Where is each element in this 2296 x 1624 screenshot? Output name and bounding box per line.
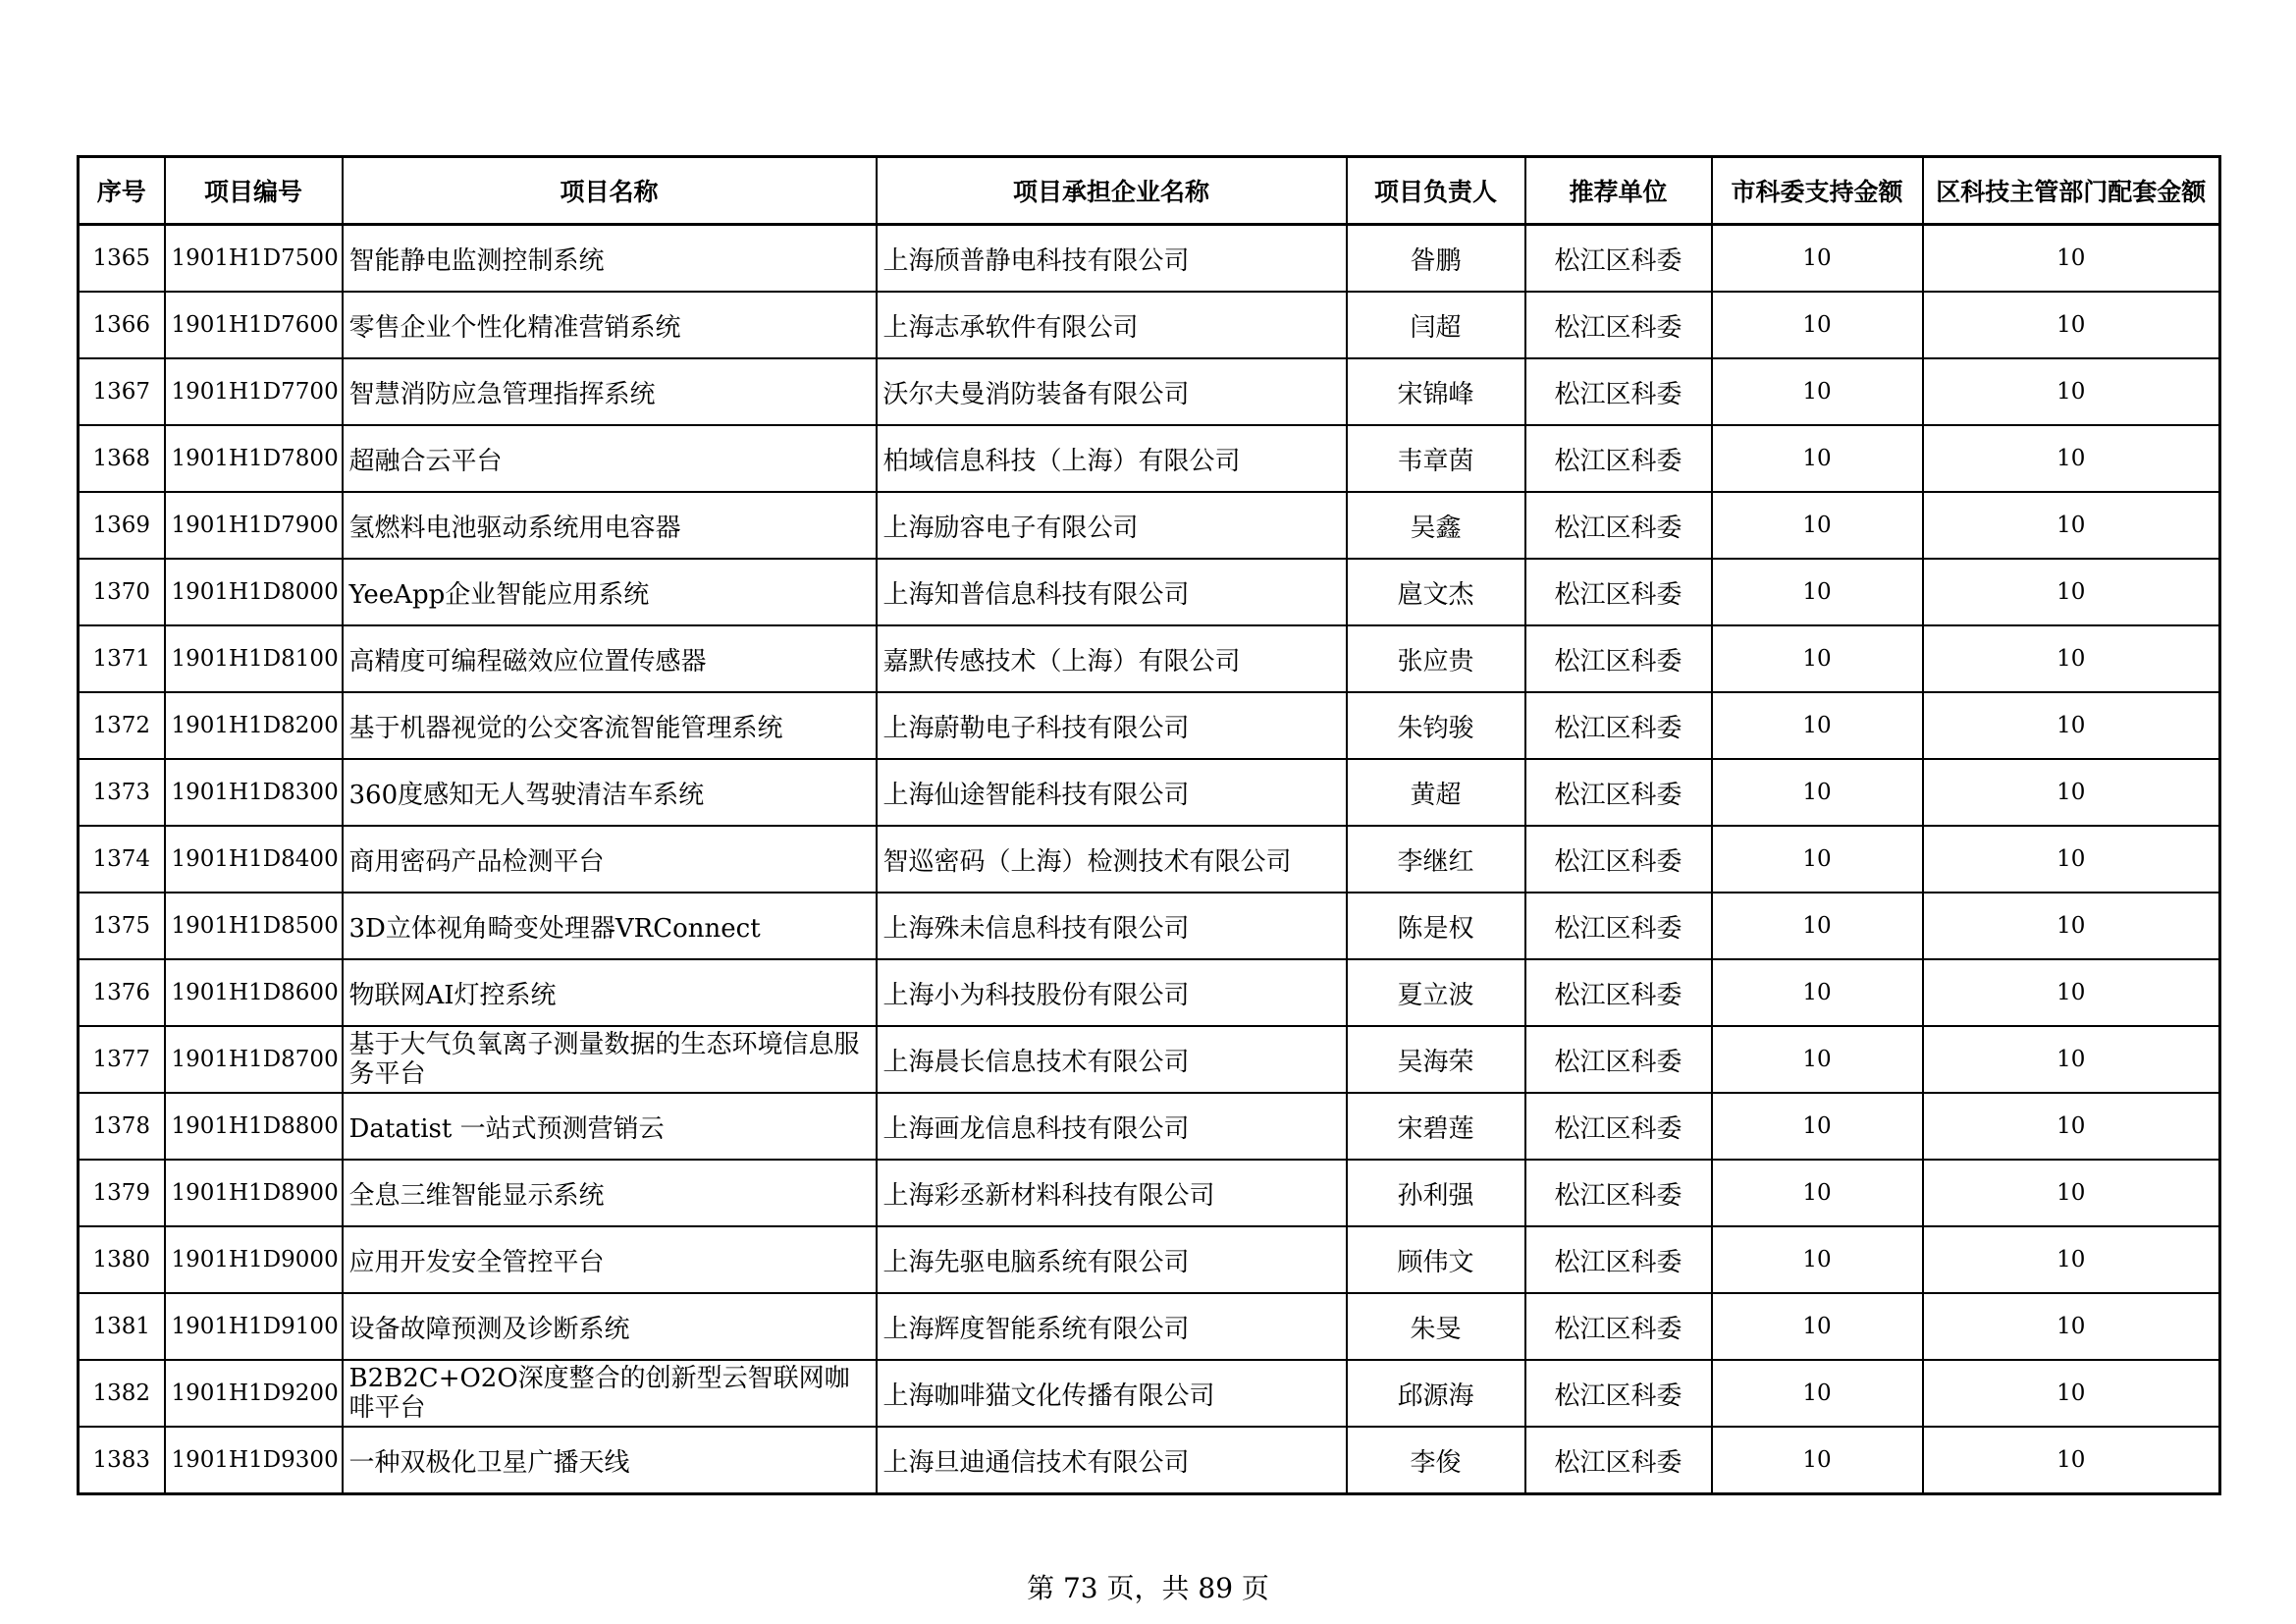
- project-name-cell: 360度感知无人驾驶清洁车系统: [343, 759, 877, 826]
- project-code-cell: 1901H1D9300: [165, 1427, 343, 1494]
- leader-cell: 朱旻: [1347, 1293, 1525, 1360]
- city-funding-cell: 10: [1712, 1160, 1923, 1226]
- project-code-cell: 1901H1D8300: [165, 759, 343, 826]
- index-cell: 1374: [79, 826, 165, 893]
- index-cell: 1383: [79, 1427, 165, 1494]
- table-row: [79, 1026, 2220, 1093]
- district-funding-cell: 10: [1923, 1293, 2220, 1360]
- leader-cell: 吴海荣: [1347, 1026, 1525, 1093]
- city-funding-cell: 10: [1712, 492, 1923, 559]
- column-header-leader: 项目负责人: [1347, 157, 1525, 225]
- company-cell: 上海先驱电脑系统有限公司: [877, 1226, 1347, 1293]
- district-funding-cell: 10: [1923, 1093, 2220, 1160]
- table-row: [79, 959, 2220, 1026]
- table-row: [79, 292, 2220, 358]
- leader-cell: 宋锦峰: [1347, 358, 1525, 425]
- project-code-cell: 1901H1D8900: [165, 1160, 343, 1226]
- recommender-cell: 松江区科委: [1525, 1160, 1712, 1226]
- index-cell: 1377: [79, 1026, 165, 1093]
- project-code-cell: 1901H1D9200: [165, 1360, 343, 1427]
- district-funding-cell: 10: [1923, 1226, 2220, 1293]
- index-cell: 1371: [79, 625, 165, 692]
- table-body: [79, 225, 2220, 1494]
- company-cell: 上海彩丞新材料科技有限公司: [877, 1160, 1347, 1226]
- project-code-cell: 1901H1D8500: [165, 893, 343, 959]
- index-cell: 1368: [79, 425, 165, 492]
- leader-cell: 朱钧骏: [1347, 692, 1525, 759]
- city-funding-cell: 10: [1712, 959, 1923, 1026]
- project-code-cell: 1901H1D7700: [165, 358, 343, 425]
- company-cell: 上海志承软件有限公司: [877, 292, 1347, 358]
- recommender-cell: 松江区科委: [1525, 225, 1712, 293]
- table-row: [79, 358, 2220, 425]
- table-row: [79, 1293, 2220, 1360]
- table-row: [79, 1093, 2220, 1160]
- district-funding-cell: 10: [1923, 625, 2220, 692]
- leader-cell: 张应贵: [1347, 625, 1525, 692]
- table-row: [79, 759, 2220, 826]
- project-name-cell: YeeApp企业智能应用系统: [343, 559, 877, 625]
- city-funding-cell: 10: [1712, 1093, 1923, 1160]
- recommender-cell: 松江区科委: [1525, 492, 1712, 559]
- project-name-cell: 3D立体视角畸变处理器VRConnect: [343, 893, 877, 959]
- table-row: [79, 1226, 2220, 1293]
- column-header-project-name: 项目名称: [343, 157, 877, 225]
- recommender-cell: 松江区科委: [1525, 759, 1712, 826]
- project-name-cell: 基于大气负氧离子测量数据的生态环境信息服务平台: [343, 1026, 877, 1093]
- project-code-cell: 1901H1D7500: [165, 225, 343, 293]
- city-funding-cell: 10: [1712, 559, 1923, 625]
- index-cell: 1373: [79, 759, 165, 826]
- index-cell: 1367: [79, 358, 165, 425]
- column-header-district-funding: 区科技主管部门配套金额: [1923, 157, 2220, 225]
- leader-cell: 昝鹏: [1347, 225, 1525, 293]
- project-name-cell: 智能静电监测控制系统: [343, 225, 877, 293]
- district-funding-cell: 10: [1923, 1427, 2220, 1494]
- table-row: [79, 692, 2220, 759]
- project-name-cell: 物联网AI灯控系统: [343, 959, 877, 1026]
- city-funding-cell: 10: [1712, 1293, 1923, 1360]
- project-name-cell: 智慧消防应急管理指挥系统: [343, 358, 877, 425]
- leader-cell: 李继红: [1347, 826, 1525, 893]
- leader-cell: 李俊: [1347, 1427, 1525, 1494]
- district-funding-cell: 10: [1923, 759, 2220, 826]
- company-cell: 上海颀普静电科技有限公司: [877, 225, 1347, 293]
- page-footer: 第 73 页，共 89 页: [1027, 1572, 1269, 1604]
- leader-cell: 邱源海: [1347, 1360, 1525, 1427]
- leader-cell: 韦章茵: [1347, 425, 1525, 492]
- city-funding-cell: 10: [1712, 1427, 1923, 1494]
- column-header-recommender: 推荐单位: [1525, 157, 1712, 225]
- leader-cell: 宋碧莲: [1347, 1093, 1525, 1160]
- project-name-cell: B2B2C+O2O深度整合的创新型云智联网咖啡平台: [343, 1360, 877, 1427]
- project-code-cell: 1901H1D8400: [165, 826, 343, 893]
- index-cell: 1381: [79, 1293, 165, 1360]
- recommender-cell: 松江区科委: [1525, 559, 1712, 625]
- leader-cell: 孙利强: [1347, 1160, 1525, 1226]
- project-code-cell: 1901H1D8700: [165, 1026, 343, 1093]
- table-row: [79, 1427, 2220, 1494]
- company-cell: 上海励容电子有限公司: [877, 492, 1347, 559]
- company-cell: 上海咖啡猫文化传播有限公司: [877, 1360, 1347, 1427]
- project-code-cell: 1901H1D8000: [165, 559, 343, 625]
- index-cell: 1378: [79, 1093, 165, 1160]
- recommender-cell: 松江区科委: [1525, 826, 1712, 893]
- project-code-cell: 1901H1D7600: [165, 292, 343, 358]
- index-cell: 1369: [79, 492, 165, 559]
- project-code-cell: 1901H1D8100: [165, 625, 343, 692]
- project-name-cell: Datatist 一站式预测营销云: [343, 1093, 877, 1160]
- recommender-cell: 松江区科委: [1525, 1427, 1712, 1494]
- recommender-cell: 松江区科委: [1525, 1226, 1712, 1293]
- column-header-index: 序号: [79, 157, 165, 225]
- company-cell: 上海仙途智能科技有限公司: [877, 759, 1347, 826]
- project-code-cell: 1901H1D8200: [165, 692, 343, 759]
- table-row: [79, 1360, 2220, 1427]
- city-funding-cell: 10: [1712, 893, 1923, 959]
- city-funding-cell: 10: [1712, 759, 1923, 826]
- leader-cell: 吴鑫: [1347, 492, 1525, 559]
- project-name-cell: 应用开发安全管控平台: [343, 1226, 877, 1293]
- project-name-cell: 基于机器视觉的公交客流智能管理系统: [343, 692, 877, 759]
- district-funding-cell: 10: [1923, 425, 2220, 492]
- project-name-cell: 设备故障预测及诊断系统: [343, 1293, 877, 1360]
- leader-cell: 陈是权: [1347, 893, 1525, 959]
- recommender-cell: 松江区科委: [1525, 425, 1712, 492]
- district-funding-cell: 10: [1923, 826, 2220, 893]
- leader-cell: 黄超: [1347, 759, 1525, 826]
- company-cell: 上海殊未信息科技有限公司: [877, 893, 1347, 959]
- city-funding-cell: 10: [1712, 1026, 1923, 1093]
- project-code-cell: 1901H1D9100: [165, 1293, 343, 1360]
- project-name-cell: 商用密码产品检测平台: [343, 826, 877, 893]
- leader-cell: 扈文杰: [1347, 559, 1525, 625]
- project-name-cell: 零售企业个性化精准营销系统: [343, 292, 877, 358]
- city-funding-cell: 10: [1712, 358, 1923, 425]
- company-cell: 上海蔚勒电子科技有限公司: [877, 692, 1347, 759]
- recommender-cell: 松江区科委: [1525, 893, 1712, 959]
- project-name-cell: 氢燃料电池驱动系统用电容器: [343, 492, 877, 559]
- project-code-cell: 1901H1D8800: [165, 1093, 343, 1160]
- header-row: [79, 157, 2220, 225]
- city-funding-cell: 10: [1712, 425, 1923, 492]
- company-cell: 上海小为科技股份有限公司: [877, 959, 1347, 1026]
- city-funding-cell: 10: [1712, 692, 1923, 759]
- district-funding-cell: 10: [1923, 559, 2220, 625]
- project-code-cell: 1901H1D8600: [165, 959, 343, 1026]
- city-funding-cell: 10: [1712, 1360, 1923, 1427]
- project-table: [77, 155, 2221, 1495]
- index-cell: 1372: [79, 692, 165, 759]
- recommender-cell: 松江区科委: [1525, 959, 1712, 1026]
- district-funding-cell: 10: [1923, 1160, 2220, 1226]
- table-row: [79, 559, 2220, 625]
- index-cell: 1382: [79, 1360, 165, 1427]
- index-cell: 1375: [79, 893, 165, 959]
- project-code-cell: 1901H1D9000: [165, 1226, 343, 1293]
- column-header-project-code: 项目编号: [165, 157, 343, 225]
- recommender-cell: 松江区科委: [1525, 1293, 1712, 1360]
- project-code-cell: 1901H1D7800: [165, 425, 343, 492]
- company-cell: 上海辉度智能系统有限公司: [877, 1293, 1347, 1360]
- index-cell: 1365: [79, 225, 165, 293]
- table-row: [79, 225, 2220, 293]
- city-funding-cell: 10: [1712, 826, 1923, 893]
- project-name-cell: 全息三维智能显示系统: [343, 1160, 877, 1226]
- recommender-cell: 松江区科委: [1525, 358, 1712, 425]
- column-header-city-funding: 市科委支持金额: [1712, 157, 1923, 225]
- index-cell: 1370: [79, 559, 165, 625]
- district-funding-cell: 10: [1923, 358, 2220, 425]
- district-funding-cell: 10: [1923, 692, 2220, 759]
- leader-cell: 闫超: [1347, 292, 1525, 358]
- project-name-cell: 高精度可编程磁效应位置传感器: [343, 625, 877, 692]
- recommender-cell: 松江区科委: [1525, 292, 1712, 358]
- city-funding-cell: 10: [1712, 1226, 1923, 1293]
- table-row: [79, 893, 2220, 959]
- column-header-company: 项目承担企业名称: [877, 157, 1347, 225]
- company-cell: 嘉默传感技术（上海）有限公司: [877, 625, 1347, 692]
- recommender-cell: 松江区科委: [1525, 692, 1712, 759]
- recommender-cell: 松江区科委: [1525, 1026, 1712, 1093]
- leader-cell: 顾伟文: [1347, 1226, 1525, 1293]
- company-cell: 智巡密码（上海）检测技术有限公司: [877, 826, 1347, 893]
- index-cell: 1380: [79, 1226, 165, 1293]
- leader-cell: 夏立波: [1347, 959, 1525, 1026]
- table-row: [79, 1160, 2220, 1226]
- table-row: [79, 425, 2220, 492]
- project-code-cell: 1901H1D7900: [165, 492, 343, 559]
- index-cell: 1379: [79, 1160, 165, 1226]
- table-row: [79, 625, 2220, 692]
- district-funding-cell: 10: [1923, 1026, 2220, 1093]
- company-cell: 沃尔夫曼消防装备有限公司: [877, 358, 1347, 425]
- table-row: [79, 826, 2220, 893]
- index-cell: 1376: [79, 959, 165, 1026]
- district-funding-cell: 10: [1923, 292, 2220, 358]
- company-cell: 上海旦迪通信技术有限公司: [877, 1427, 1347, 1494]
- district-funding-cell: 10: [1923, 893, 2220, 959]
- district-funding-cell: 10: [1923, 1360, 2220, 1427]
- city-funding-cell: 10: [1712, 292, 1923, 358]
- recommender-cell: 松江区科委: [1525, 1360, 1712, 1427]
- company-cell: 柏域信息科技（上海）有限公司: [877, 425, 1347, 492]
- recommender-cell: 松江区科委: [1525, 1093, 1712, 1160]
- company-cell: 上海知普信息科技有限公司: [877, 559, 1347, 625]
- district-funding-cell: 10: [1923, 492, 2220, 559]
- table-row: [79, 492, 2220, 559]
- company-cell: 上海晨长信息技术有限公司: [877, 1026, 1347, 1093]
- project-name-cell: 一种双极化卫星广播天线: [343, 1427, 877, 1494]
- project-name-cell: 超融合云平台: [343, 425, 877, 492]
- city-funding-cell: 10: [1712, 625, 1923, 692]
- city-funding-cell: 10: [1712, 225, 1923, 293]
- company-cell: 上海画龙信息科技有限公司: [877, 1093, 1347, 1160]
- district-funding-cell: 10: [1923, 225, 2220, 293]
- index-cell: 1366: [79, 292, 165, 358]
- district-funding-cell: 10: [1923, 959, 2220, 1026]
- recommender-cell: 松江区科委: [1525, 625, 1712, 692]
